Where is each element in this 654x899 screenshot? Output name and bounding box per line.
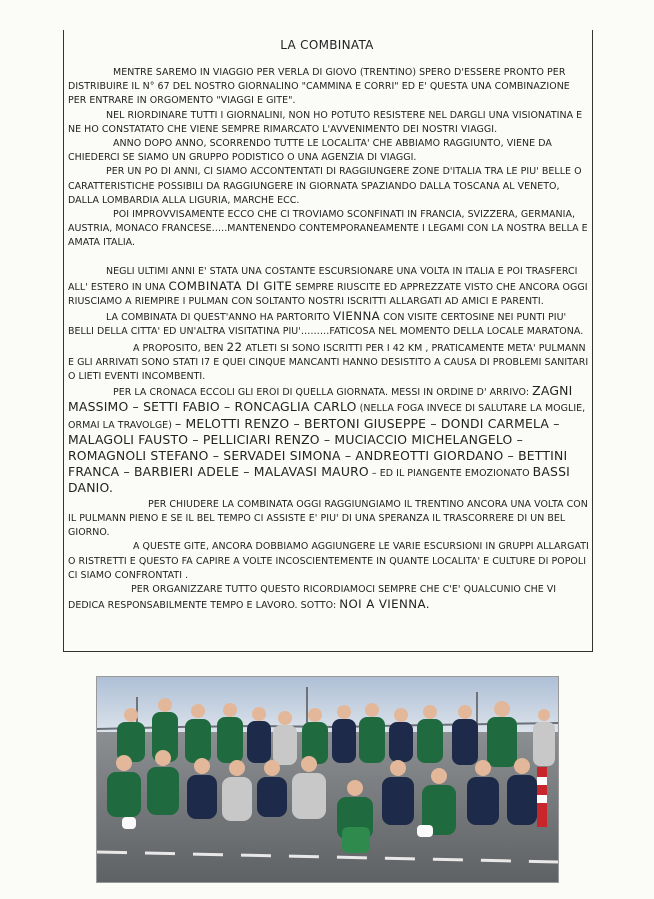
finishers-b: – MELOTTI RENZO – BERTONI GIUSEPPE – DONDI CARMELA – MALAGOLI FAUSTO – PELLICIARI RENZO – MUCIACCIO MICHELANGELO – ROMAGNOLI STEFANO – SERVADEI SIMONA – ANDREOTTI GIORDANO – BETTINI FRANCA – BARBIERI ADELE – MALAVASI MAURO — [68, 415, 568, 480]
paragraph-7 — [68, 309, 589, 339]
paragraph-6 — [68, 265, 589, 310]
p9-intro: PER LA CRONACA ECCOLI GLI EROI DI QUELLA GIORNATA. MESSI IN ORDINE D' ARRIVO: — [113, 387, 530, 399]
p8-pre: A PROPOSITO, BEN — [133, 342, 224, 354]
p6-post: SEMPRE RIUSCITE ED APPREZZATE VISTO CHE ANCORA OGGI RIUSCIAMO A RIEMPIRE I PULMAN CON SOLTANTO NOSTRI ISCRITTI ALLARGATI AD AMICI E PARENTI. — [68, 281, 588, 308]
p7-post: CON VISITE CERTOSINE NEI PUNTI PIU' BELLI DELLA CITTA' ED UN'ALTRA VISITATINA PIU'………FATICOSA NEL MOMENTO DELLA LOCALE MARATONA. — [68, 312, 584, 338]
paragraph-1: MENTRE SAREMO IN VIAGGIO PER VERLA DI GIOVO (TRENTINO) SPERO D'ESSERE PRONTO PER DISTRIBUIRE IL N° 67 DEL NOSTRO GIORNALINO "CAMMINA E CORRI" ED E' QUESTA UNA COMBINAZIONE PER ENTRARE IN ORGOMENTO "VIAGGI E GITE". — [68, 67, 570, 107]
p7-highlight: VIENNA — [333, 309, 381, 324]
closing-caption: NOI A VIENNA. — [339, 597, 430, 612]
article-body — [68, 66, 589, 613]
closing-lead: SOTTO: — [300, 600, 337, 612]
page-title: LA COMBINATA — [280, 38, 374, 52]
p6-highlight: COMBINATA DI GITE — [168, 278, 293, 293]
paragraph-8 — [68, 340, 589, 385]
group-photo — [96, 676, 559, 883]
paragraph-10: PER CHIUDERE LA COMBINATA OGGI RAGGIUNGIAMO IL TRENTINO ANCORA UNA VOLTA CON IL PULMANN PIENO E SE IL BEL TEMPO CI ASSISTE E' PIU' DI UNA SPERANZA IL TRASCORRERE DI UN BEL GIORNO. — [68, 498, 588, 539]
p8-post: ATLETI SI SONO ISCRITTI PER I 42 KM , PRATICAMENTE META' PULMANN E GLI ARRIVATI SONO STATI I7 E QUEI CINQUE MANCANTI HANNO DESISTITO A CAUSA DI PROBLEMI SANITARI O LIETI EVENTI INCOMBENTI. — [68, 342, 589, 383]
finishers-a: ZAGNI MASSIMO – SETTI FABIO – RONCAGLIA CARLO — [68, 383, 573, 415]
p6-pre: NEGLI ULTIMI ANNI E' STATA UNA COSTANTE ESCURSIONARE UNA VOLTA IN ITALIA E POI TRASFERCI ALL' ESTERO IN UNA — [68, 265, 578, 293]
paragraph-11: A QUESTE GITE, ANCORA DOBBIAMO AGGIUNGERE LE VARIE ESCURSIONI IN GRUPPI ALLARGATI O RISTRETTI E QUESTO FA CAPIRE A VOLTE INCOSCIENTEMENTE IN QUANTE LOCALITA' E CULTURE DI POPOLI CI SIAMO CONFRONTATI . — [68, 541, 589, 581]
paragraph-5: POI IMPROVVISAMENTE ECCO CHE CI TROVIAMO SCONFINATI IN FRANCIA, SVIZZERA, GERMANIA, AUSTRIA, MONACO FRANCESE…..MANTENENDO CONTEMPORANEAMENTE I LEGAMI CON LA NOSTRA BELLA E AMATA ITALIA. — [68, 209, 588, 249]
p7-pre: LA COMBINATA DI QUEST'ANNO HA PARTORITO — [106, 312, 330, 324]
paragraph-4: PER UN PO DI ANNI, CI SIAMO ACCONTENTATI DI RAGGIUNGERE ZONE D'ITALIA TRA LE PIU' BELLE O CARATTERISTICHE POSSIBILI DA RAGGIUNGERE IN GIORNATA SPAZIANDO DALLA TOSCANA AL VENETO, DALLA LOMBARDIA ALLA LIGURIA, MARCHE ECC. — [68, 166, 582, 206]
p12-body: PER ORGANIZZARE TUTTO QUESTO RICORDIAMOCI SEMPRE CHE C'E' QUALCUNIO CHE VI DEDICA RESPONSABILMENTE TEMPO E LAVORO. — [68, 583, 557, 612]
finishers-note: (NELLA FOGA INVECE DI SALUTARE LA MOGLIE, ORMAI LA TRAVOLGE) — [68, 403, 586, 431]
paragraph-2: NEL RIORDINARE TUTTI I GIORNALINI, NON HO POTUTO RESISTERE NEL DARGLI UNA VISIONATINA E NE HO CONSTATATO CHE VIENE SEMPRE RIMARCATO L'AVVENIMENTO DEI NOSTRI VIAGGI. — [68, 109, 583, 135]
finishers-end: – ED IL PIANGENTE EMOZIONATO — [371, 468, 530, 480]
paragraph-12 — [68, 583, 589, 613]
finishers-last: BASSI DANIO. — [68, 464, 570, 496]
paragraph-9 — [68, 384, 589, 497]
paragraph-3: ANNO DOPO ANNO, SCORRENDO TUTTE LE LOCALITA' CHE ABBIAMO RAGGIUNTO, VIENE DA CHIEDERCI SE SIAMO UN GRUPPO PODISTICO O UNA AGENZIA DI VIAGGI. — [68, 138, 552, 164]
p8-highlight: 22 — [226, 339, 243, 354]
